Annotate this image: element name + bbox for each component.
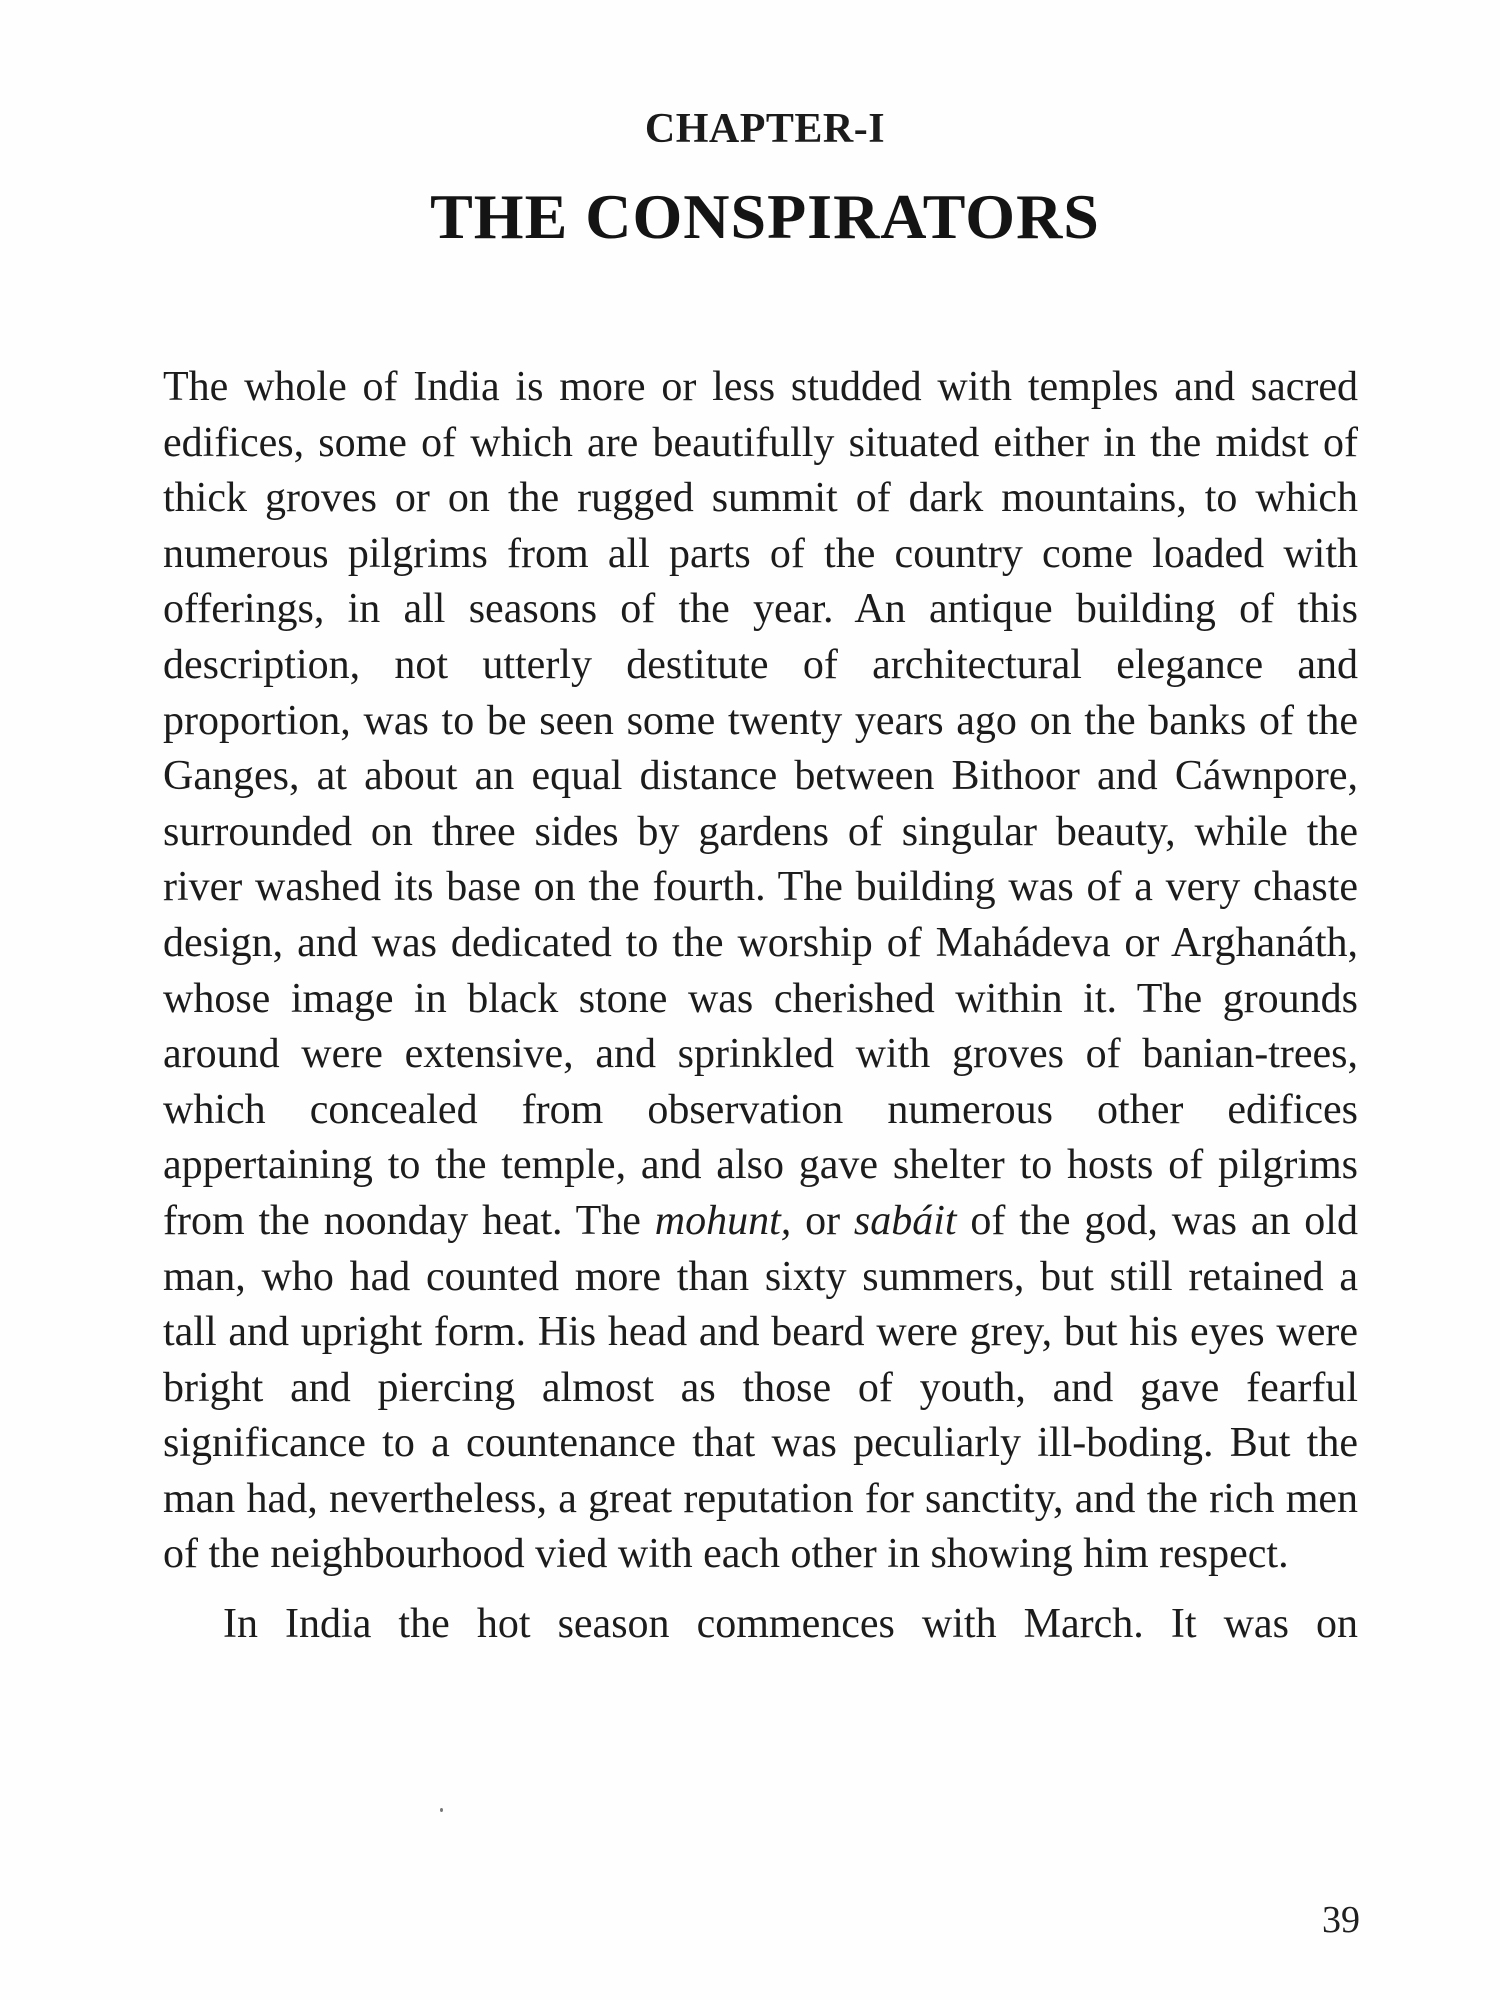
italic-term-sabait: sabáit bbox=[853, 1197, 957, 1244]
italic-term-mohunt: mohunt, bbox=[654, 1197, 792, 1244]
chapter-title: THE CONSPIRATORS bbox=[430, 181, 1100, 252]
paragraph-1-part-1: The whole of India is more or less studded with temples and sacred edifices, some of which are beautifully situated either in the midst of thick groves or on the rugged summit of dark mountains, to which numerous pilgrims from all parts of the country come loaded with offerings, in all seasons of the year. An antique building of this description, not utterly destitute of architectural elegance and proportion, was to be seen some twenty years ago on the banks of the Ganges, at about an equal distance between Bithoor and Cáwnpore, surrounded on three sides by gardens of singular beauty, while the river washed its base on the fourth. The building was of a very chaste design, and was dedicated to the worship of Mahádeva or Arghanáth, whose image in black stone was cherished within it. The grounds around were extensive, and sprinkled with groves of banian-trees, which concealed from observation numerous other edifices appertaining to the temple, and also gave shelter to hosts of pilgrims from the noonday heat. The bbox=[163, 364, 1358, 1244]
paragraph-1-part-3: of the god, was an old man, who had counted more than sixty summers, but still retained a tall and upright form. His head and beard were grey, but his eyes were bright and piercing almost as those of youth, and gave fearful significance to a countenance that was peculiarly ill-boding. But the man had, nevertheless, a great reputation for sanctity, and the rich men of the neighbourhood vied with each other in showing him respect. bbox=[163, 1197, 1358, 1578]
chapter-label: CHAPTER-I bbox=[644, 106, 886, 152]
paragraph-1 bbox=[163, 360, 1358, 1583]
body-text bbox=[163, 360, 1358, 1653]
scan-speck bbox=[440, 1808, 443, 1812]
paragraph-1-part-2: or bbox=[791, 1197, 854, 1244]
paragraph-2: In India the hot season commences with March. It was on bbox=[223, 1601, 1358, 1648]
page-number: 39 bbox=[1322, 1899, 1360, 1941]
